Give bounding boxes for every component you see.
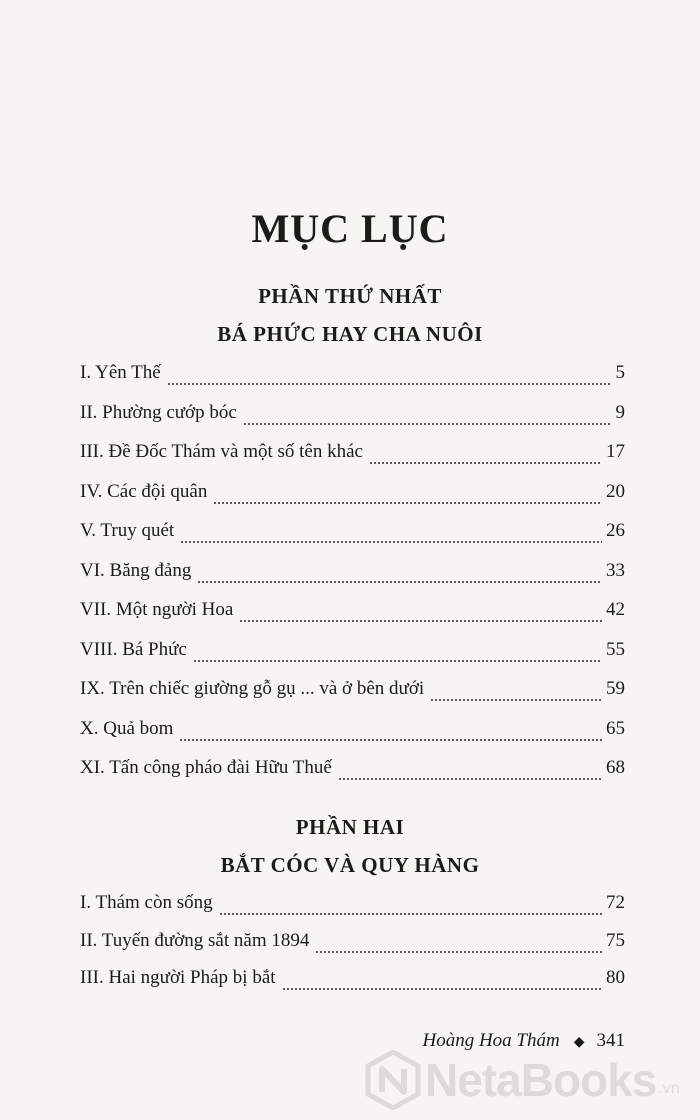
toc-leader-dots bbox=[338, 778, 602, 780]
toc-entry[interactable] bbox=[80, 930, 625, 960]
toc-leader-dots bbox=[213, 502, 602, 504]
toc-entry[interactable] bbox=[80, 520, 625, 550]
watermark-suffix: .vn bbox=[658, 1080, 680, 1097]
page-title: MỤC LỤC bbox=[251, 206, 449, 251]
toc-entry-label: I. Yên Thế bbox=[80, 362, 161, 383]
toc-entry-page: 20 bbox=[606, 480, 625, 502]
part1-heading: PHẦN THỨ NHẤT bbox=[258, 284, 442, 308]
toc-entry-page: 59 bbox=[606, 678, 625, 699]
toc-entry[interactable] bbox=[80, 599, 625, 629]
toc-entry-label: II. Phường cướp bóc bbox=[80, 401, 237, 423]
toc-entry-page: 17 bbox=[606, 441, 625, 462]
toc-entry-page: 55 bbox=[606, 638, 625, 660]
toc-leader-dots bbox=[197, 581, 602, 583]
toc-leader-dots bbox=[430, 699, 602, 701]
part1-subheading: BÁ PHỨC HAY CHA NUÔI bbox=[217, 322, 483, 346]
toc-leader-dots bbox=[239, 620, 602, 622]
toc-leader-dots bbox=[315, 951, 602, 953]
part2-heading: PHẦN HAI bbox=[295, 815, 405, 839]
toc-entry[interactable] bbox=[80, 441, 625, 471]
toc-entry[interactable] bbox=[80, 967, 625, 997]
toc-entry-page: 75 bbox=[606, 929, 625, 951]
toc-entry-label: IV. Các đội quân bbox=[80, 480, 208, 502]
toc-entry[interactable] bbox=[80, 678, 625, 708]
footer-page-number: 341 bbox=[596, 1030, 625, 1051]
part2-subheading: BẮT CÓC VÀ QUY HÀNG bbox=[220, 853, 480, 877]
watermark-brand: NetaBooks bbox=[425, 1054, 657, 1106]
toc-leader-dots bbox=[369, 462, 602, 464]
toc-entry[interactable] bbox=[80, 757, 625, 787]
toc-leader-dots bbox=[193, 660, 602, 662]
toc-entry[interactable] bbox=[80, 892, 625, 922]
watermark bbox=[365, 1048, 700, 1112]
toc-entry-label: III. Hai người Pháp bị bắt bbox=[80, 967, 276, 988]
toc-entry-page: 72 bbox=[606, 892, 625, 913]
toc-entry-page: 5 bbox=[615, 362, 625, 383]
toc-leader-dots bbox=[243, 423, 612, 425]
toc-entry-page: 9 bbox=[615, 401, 625, 423]
toc-entry-label: I. Thám còn sống bbox=[80, 892, 213, 913]
toc-entry-page: 68 bbox=[606, 757, 625, 778]
toc-leader-dots bbox=[179, 739, 602, 741]
toc-entry[interactable] bbox=[80, 402, 625, 432]
toc-entry[interactable] bbox=[80, 481, 625, 511]
toc-leader-dots bbox=[180, 541, 602, 543]
footer-book-title: Hoàng Hoa Thám bbox=[422, 1030, 560, 1051]
toc-leader-dots bbox=[167, 383, 612, 385]
toc-entry-label: III. Đề Đốc Thám và một số tên khác bbox=[80, 441, 363, 462]
toc-entry-label: V. Truy quét bbox=[80, 520, 175, 541]
toc-entry-label: VII. Một người Hoa bbox=[80, 599, 234, 620]
toc-entry-label: X. Quả bom bbox=[80, 717, 174, 739]
toc-entry-label: II. Tuyến đường sắt năm 1894 bbox=[80, 929, 310, 951]
toc-entry-page: 26 bbox=[606, 520, 625, 541]
netabooks-logo-icon bbox=[365, 1050, 421, 1110]
toc-entry[interactable] bbox=[80, 362, 625, 392]
toc-leader-dots bbox=[282, 988, 602, 990]
toc-entry-page: 33 bbox=[606, 559, 625, 581]
toc-entry-page: 42 bbox=[606, 599, 625, 620]
toc-entry-label: VIII. Bá Phức bbox=[80, 638, 187, 660]
toc-entry-page: 65 bbox=[606, 717, 625, 739]
diamond-icon: ◆ bbox=[573, 1035, 585, 1050]
toc-entry-label: VI. Băng đảng bbox=[80, 559, 192, 581]
toc-entry[interactable] bbox=[80, 560, 625, 590]
toc-entry[interactable] bbox=[80, 639, 625, 669]
toc-leader-dots bbox=[219, 913, 602, 915]
toc-entry-page: 80 bbox=[606, 967, 625, 988]
toc-entry-label: XI. Tấn công pháo đài Hữu Thuế bbox=[80, 757, 332, 778]
toc-entry[interactable] bbox=[80, 718, 625, 748]
toc-entry-label: IX. Trên chiếc giường gỗ gụ ... và ở bên dưới bbox=[80, 678, 425, 699]
